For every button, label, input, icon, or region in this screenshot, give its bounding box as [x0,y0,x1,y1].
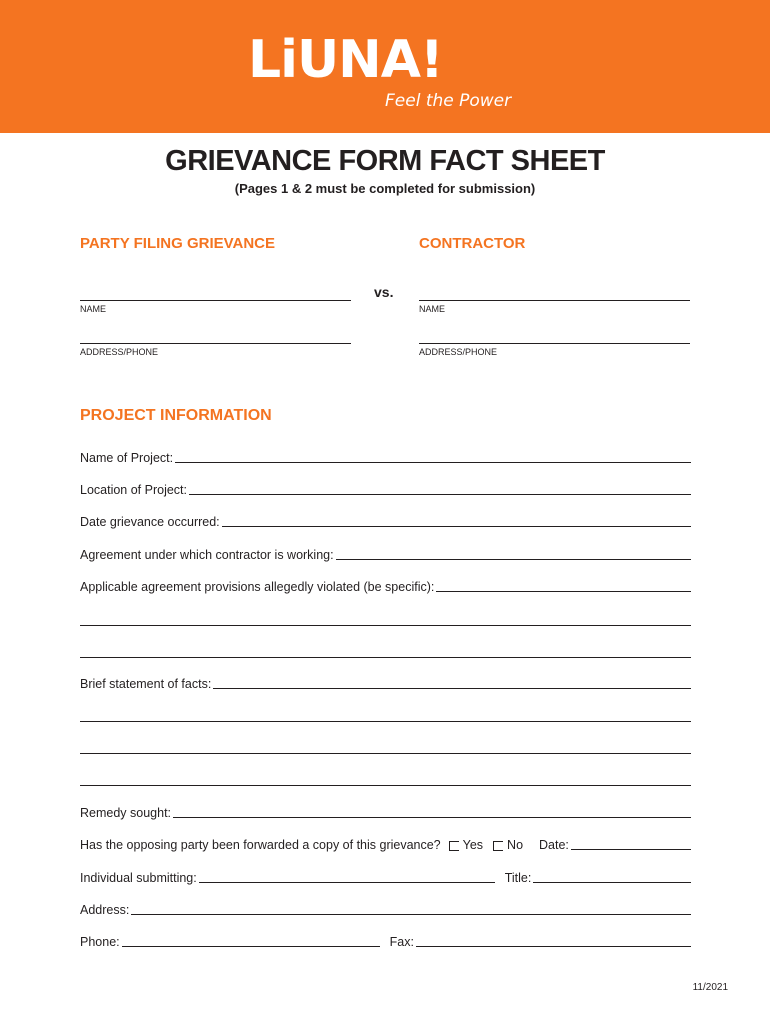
agreement-row [80,545,691,563]
contractor-heading: CONTRACTOR [419,235,526,252]
contractor-address-field[interactable] [419,343,690,344]
yes-label: Yes [462,838,484,852]
contractor-address-label: ADDRESS/PHONE [419,347,498,357]
facts-label: Brief statement of facts: [80,677,212,691]
title-field[interactable] [533,882,691,883]
provisions-line-3[interactable] [80,657,691,658]
agreement-field[interactable] [336,559,691,560]
forwarded-question: Has the opposing party been forwarded a copy of this grievance? [80,838,441,852]
party-name-label: NAME [80,304,107,314]
project-name-row [80,448,691,466]
contractor-name-field[interactable] [419,300,690,301]
provisions-field[interactable] [436,591,691,592]
agreement-label: Agreement under which contractor is working: [80,548,334,562]
form-version-date: 11/2021 [692,982,728,993]
forwarded-row [80,835,691,853]
party-name-field[interactable] [80,300,351,301]
party-heading: PARTY FILING GRIEVANCE [80,235,276,252]
date-occurred-field[interactable] [222,526,691,527]
phone-fax-row [80,932,691,950]
project-name-field[interactable] [175,462,691,463]
title-label: Title: [504,871,532,885]
project-location-row [80,480,691,498]
remedy-label: Remedy sought: [80,806,172,820]
fax-field[interactable] [416,946,691,947]
address-field[interactable] [131,914,691,915]
provisions-line-2[interactable] [80,625,691,626]
facts-line-4[interactable] [80,785,691,786]
no-checkbox[interactable] [493,841,503,851]
project-location-field[interactable] [189,494,691,495]
page-subtitle: (Pages 1 & 2 must be completed for submission) [234,181,536,196]
date-occurred-label: Date grievance occurred: [80,515,220,529]
facts-field[interactable] [213,688,691,689]
fax-label: Fax: [389,935,414,949]
party-address-field[interactable] [80,343,351,344]
individual-label: Individual submitting: [80,871,197,885]
phone-label: Phone: [80,935,120,949]
address-label: Address: [80,903,130,917]
remedy-field[interactable] [173,817,691,818]
remedy-row [80,803,691,821]
project-location-label: Location of Project: [80,483,188,497]
provisions-label: Applicable agreement provisions allegedly violated (be specific): [80,580,435,594]
phone-field[interactable] [122,946,380,947]
project-name-label: Name of Project: [80,451,174,465]
facts-line-2[interactable] [80,721,691,722]
forwarded-date-label: Date: [539,838,569,852]
facts-row [80,674,691,692]
no-label: No [507,838,524,852]
page-title: GRIEVANCE FORM FACT SHEET [165,145,605,177]
contractor-name-label: NAME [419,304,446,314]
liuna-logo: LiUNA! [248,30,443,90]
address-row [80,900,691,918]
tagline: Feel the Power [385,91,512,111]
project-heading: PROJECT INFORMATION [80,407,272,424]
party-address-label: ADDRESS/PHONE [80,347,159,357]
header-banner [0,0,770,133]
provisions-row [80,577,691,595]
date-occurred-row [80,512,691,530]
individual-row [80,868,691,886]
forwarded-date-field[interactable] [571,849,691,850]
individual-field[interactable] [199,882,495,883]
yes-checkbox[interactable] [449,841,459,851]
versus-label: vs. [374,284,394,300]
facts-line-3[interactable] [80,753,691,754]
